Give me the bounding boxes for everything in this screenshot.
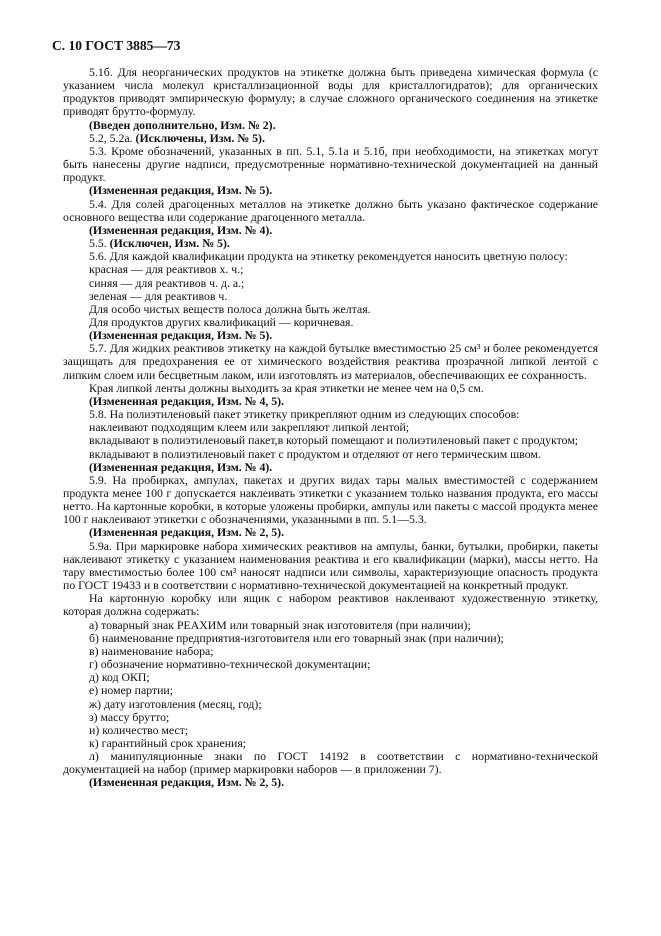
paragraph-text: красная — для реактивов х. ч.; [89,262,244,277]
amendment-text: (Исключены, Изм. № 5). [135,130,265,145]
paragraph [63,145,598,184]
amendment-text: (Измененная редакция, Изм. № 4). [89,459,273,474]
paragraph-text: наклеивают подходящим клеем или закрепляют липкой лентой; [89,420,410,435]
paragraph-text: Для продуктов других квалификаций — коричневая. [89,314,354,329]
paragraph [63,592,598,618]
amendment-text: (Измененная редакция, Изм. № 5). [89,183,273,198]
paragraph [63,342,598,381]
paragraph-text: вкладывают в полиэтиленовый пакет с продуктом и отделяют от него термическим швом. [89,446,541,461]
paragraph-text: з) массу брутто; [89,709,170,724]
paragraph-text: 5.1б. Для неорганических продуктов на этикетке должна быть приведена химическая формула (с указанием числа молекул кристаллизационной воды для кристаллогидратов); для органических продуктов приводят эмпирическую формулу; в случае сложного органического соединения на этикетке приводят брутто-формулу. [63,65,598,119]
paragraph-text: Для особо чистых веществ полоса должна быть желтая. [89,301,371,316]
paragraph-text: вкладывают в полиэтиленовый пакет,в который помещают и полиэтиленовый пакет с продуктом; [89,433,579,448]
paragraph [63,540,598,593]
paragraph-text: 5.8. На полиэтиленовый пакет этикетку прикрепляют одним из следующих способов: [89,407,520,422]
paragraph-text: 5.2, 5.2а. [89,130,136,145]
paragraph-text: 5.7. Для жидких реактивов этикетку на каждой бутылке вместимостью 25 см³ и более рекомендуется защищать для предохранения ее от химического воздействия реактива прозрачной липкой лентой с липким слоем или бесцветным лаком, или изготовлять из материалов, обеспечивающих ее сохранность. [63,341,598,382]
paragraph-text: б) наименование предприятия-изготовителя или его товарный знак (при наличии); [89,630,504,645]
amendment-text: (Измененная редакция, Изм. № 5). [89,328,273,343]
paragraph-text: 5.4. Для солей драгоценных металлов на этикетке должно быть указано фактическое содержание основного вещества или содержание драгоценного металла. [63,196,598,224]
paragraph-text: 5.9. На пробирках, ампулах, пакетах и других видах тары малых вместимостей с содержанием продукта менее 100 г допускается наклеивать этикетки с указанием только названия продукта, его массы нетто. На картонные коробки, в которые уложены пробирки, ампулы или пакеты с массой продукта менее 100 г наклеивают этикетки с обозначениями, указанными в пп. 5.1—5.3. [63,472,598,527]
amendment-note [63,776,598,789]
paragraph-text: в) наименование набора; [89,643,214,658]
amendment-text: (Исключен, Изм. № 5). [109,236,230,251]
paragraph-text: Края липкой ленты должны выходить за края этикетки не менее чем на 0,5 см. [89,380,484,395]
paragraph-text: к) гарантийный срок хранения; [89,735,247,750]
paragraph-text: е) номер партии; [89,683,174,698]
paragraph [63,474,598,527]
paragraph-text: 5.3. Кроме обозначений, указанных в пп. 5.1, 5.1а и 5.1б, при необходимости, на этикетках могут быть нанесены другие надписи, предусмотренные нормативно-технической документацией на данный продукт. [63,143,598,185]
paragraph-text: ж) дату изготовления (месяц, год); [89,696,262,711]
amendment-text: (Измененная редакция, Изм. № 2, 5). [89,775,285,790]
page-header: С. 10 ГОСТ 3885—73 [52,38,181,53]
amendment-text: (Измененная редакция, Изм. № 4, 5). [89,393,285,408]
document-body [63,66,598,790]
paragraph-text: г) обозначение нормативно-технической документации; [89,657,371,672]
paragraph-text: л) манипуляционные знаки по ГОСТ 14192 в соответствии с нормативно-технической документацией на набор (пример маркировки наборов — в приложении 7). [63,749,598,777]
paragraph-text: синяя — для реактивов ч. д. а.; [89,275,245,290]
paragraph-text: На картонную коробку или ящик с набором реактивов наклеивают художественную этикетку, которая должна содержать: [63,591,598,619]
paragraph-text: и) количество мест; [89,722,189,737]
paragraph-text: 5.6. Для каждой квалификации продукта на этикетку рекомендуется наносить цветную полосу: [89,249,568,264]
paragraph [63,66,598,119]
paragraph [63,750,598,776]
paragraph-text: 5.5. [89,236,110,251]
paragraph-text: 5.9а. При маркировке набора химических реактивов на ампулы, банки, бутылки, пробирки, пакеты наклеивают этикетку с указанием наименования реактива и его квалификации (марки), массы нетто. На тару вместимостью более 100 см³ наносят надписи или символы, характеризующие опасность продукта по ГОСТ 19433 и в соответствии с нормативно-технической документацией на конкретный продукт. [63,538,598,593]
paragraph [63,198,598,224]
amendment-text: (Введен дополнительно, Изм. № 2). [89,117,276,132]
paragraph-text: д) код ОКП; [89,670,150,685]
amendment-text: (Измененная редакция, Изм. № 4). [89,222,273,237]
amendment-text: (Измененная редакция, Изм. № 2, 5). [89,525,285,540]
paragraph-text: зеленая — для реактивов ч. [89,288,228,303]
paragraph-text: а) товарный знак РЕАХИМ или товарный знак изготовителя (при наличии); [89,617,471,632]
